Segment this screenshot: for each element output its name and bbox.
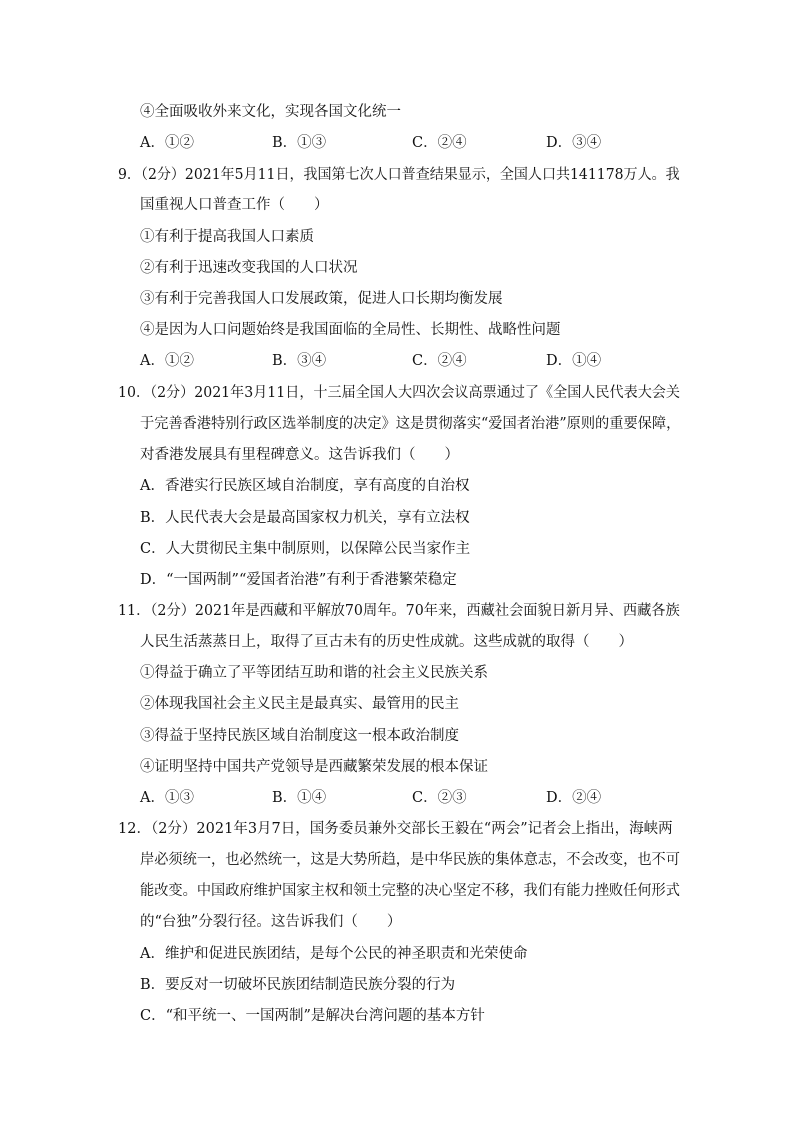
q8-option-b: B．①③	[272, 135, 327, 151]
q10-choice-a: A．香港实行民族区域自治制度，享有高度的自治权	[140, 478, 470, 494]
q9-option-c: C．②④	[412, 353, 467, 369]
q9-stem-line-1: 9．（2分）2021年5月11日，我国第七次人口普查结果显示，全国人口共141178万人。我	[118, 167, 680, 183]
q11-item-1: ①得益于确立了平等团结互助和谐的社会主义民族关系	[140, 665, 488, 681]
q9-item-4: ④是因为人口问题始终是我国面临的全局性、长期性、战略性问题	[140, 322, 561, 338]
q11-stem-line-1: 11．（2分）2021年是西藏和平解放70周年。70年来，西藏社会面貌日新月异、西藏各族	[118, 603, 680, 619]
q11-item-4: ④证明坚持中国共产党领导是西藏繁荣发展的根本保证	[140, 759, 488, 775]
q8-item-4: ④全面吸收外来文化，实现各国文化统一	[140, 104, 401, 120]
q10-stem-line-3: 对香港发展具有里程碑意义。这告诉我们（ ）	[140, 447, 459, 463]
q9-option-d: D．①④	[546, 353, 602, 369]
q11-item-2: ②体现我国社会主义民主是最真实、最管用的民主	[140, 696, 459, 712]
q12-choice-a: A．维护和促进民族团结，是每个公民的神圣职责和光荣使命	[140, 946, 528, 962]
q12-stem-line-2: 岸必须统一，也必然统一，这是大势所趋，是中华民族的集体意志，不会改变，也不可	[140, 852, 680, 868]
q8-option-a: A．①②	[140, 135, 194, 151]
q9-item-1: ①有利于提高我国人口素质	[140, 229, 314, 245]
q10-choice-b: B．人民代表大会是最高国家权力机关，享有立法权	[140, 510, 470, 526]
q10-choice-c: C．人大贯彻民主集中制原则，以保障公民当家作主	[140, 541, 471, 557]
q9-item-2: ②有利于迅速改变我国的人口状况	[140, 260, 358, 276]
q8-option-c: C．②④	[412, 135, 467, 151]
q10-choice-d: D．“一国两制”“爱国者治港”有利于香港繁荣稳定	[140, 572, 457, 588]
q9-option-b: B．③④	[272, 353, 327, 369]
q11-option-a: A．①③	[140, 790, 194, 806]
q12-choice-c: C．“和平统一、一国两制”是解决台湾问题的基本方针	[140, 1008, 485, 1024]
q9-option-a: A．①②	[140, 353, 194, 369]
q11-option-d: D．②④	[546, 790, 602, 806]
q9-item-3: ③有利于完善我国人口发展政策，促进人口长期均衡发展	[140, 291, 503, 307]
q12-stem-line-4: 的“台独”分裂行径。这告诉我们（ ）	[140, 914, 402, 930]
q8-option-d: D．③④	[546, 135, 602, 151]
q11-option-b: B．①④	[272, 790, 327, 806]
q10-stem-line-2: 于完善香港特别行政区选举制度的决定》这是贯彻落实“爱国者治港”原则的重要保障，	[140, 416, 681, 432]
q9-stem-line-2: 国重视人口普查工作（ ）	[140, 197, 329, 213]
q11-item-3: ③得益于坚持民族区域自治制度这一根本政治制度	[140, 728, 459, 744]
q12-stem-line-1: 12．（2分）2021年3月7日，国务委员兼外交部长王毅在“两会”记者会上指出，海峡两	[118, 821, 673, 837]
q12-stem-line-3: 能改变。中国政府维护国家主权和领土完整的决心坚定不移，我们有能力挫败任何形式	[140, 883, 680, 899]
q10-stem-line-1: 10．（2分）2021年3月11日，十三届全国人大四次会议高票通过了《全国人民代表大会关	[118, 385, 681, 401]
q12-choice-b: B．要反对一切破坏民族团结制造民族分裂的行为	[140, 977, 456, 993]
q11-stem-line-2: 人民生活蒸蒸日上，取得了亘古未有的历史性成就。这些成就的取得（ ）	[140, 634, 633, 650]
q11-option-c: C．②③	[412, 790, 467, 806]
